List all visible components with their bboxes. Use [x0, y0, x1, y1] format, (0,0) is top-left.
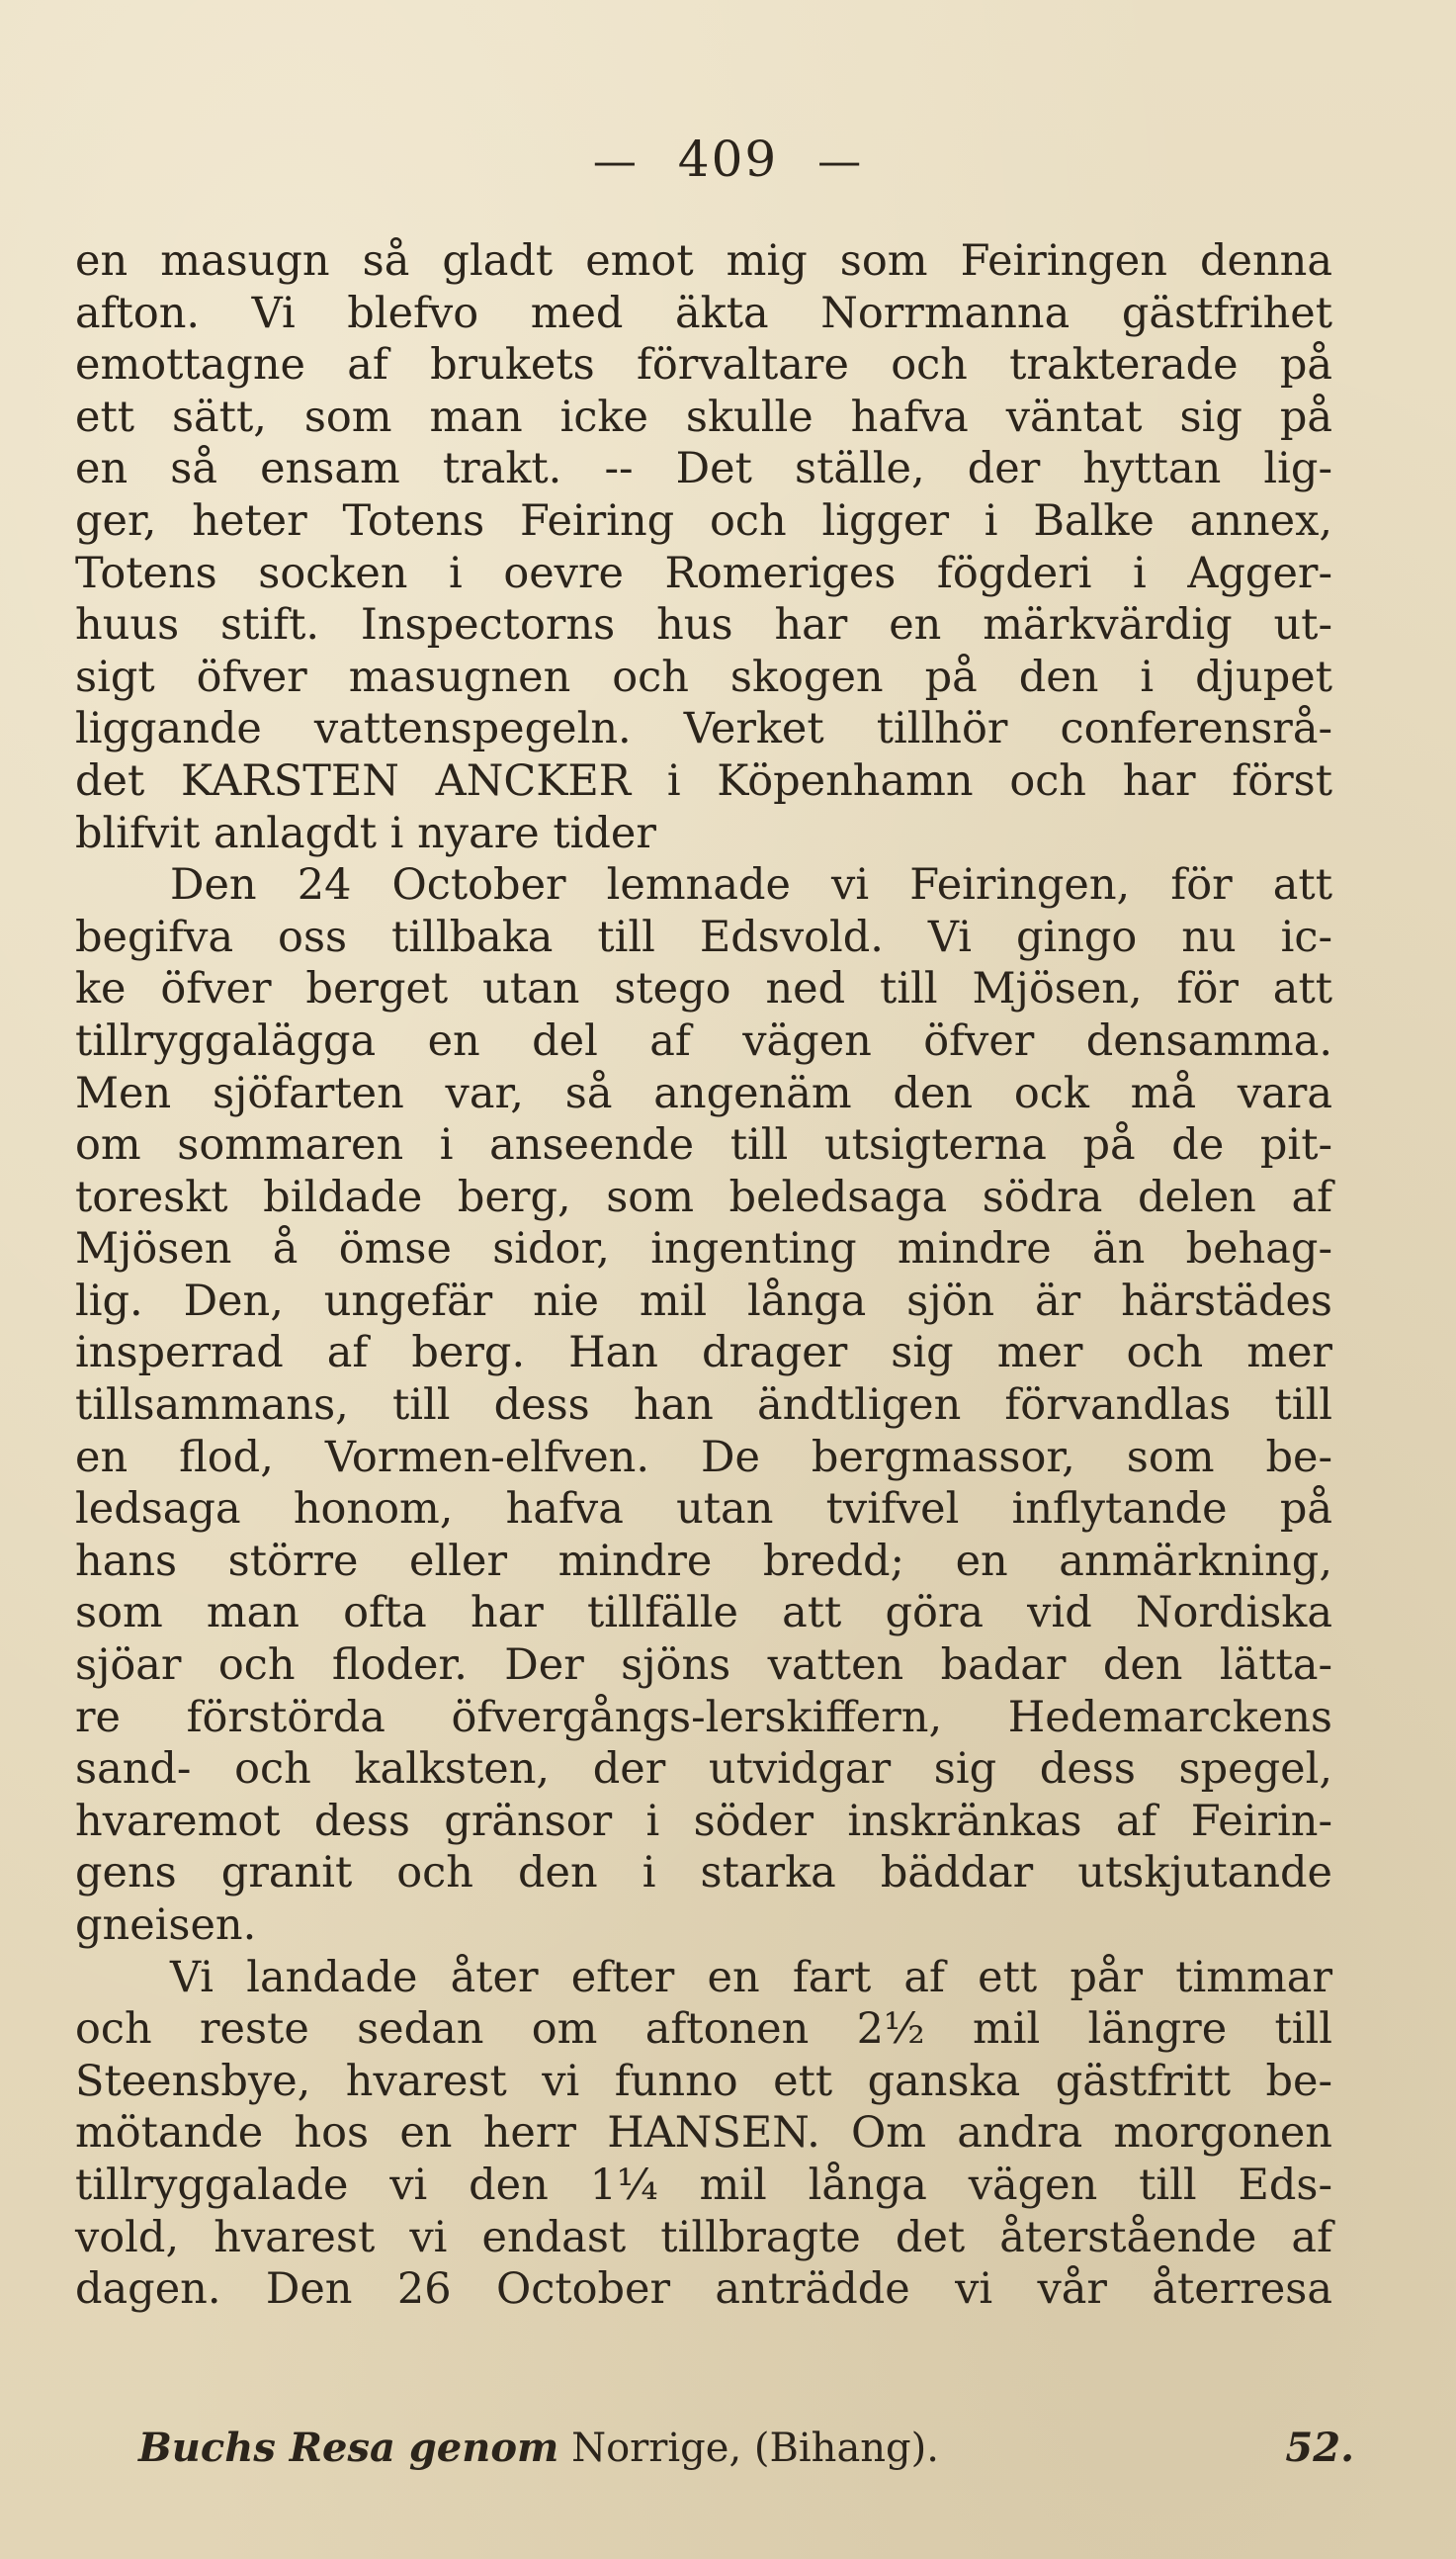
text-line: vold, hvarest vi endast tillbragte det återstående af — [75, 2212, 1332, 2262]
header-dash-left: — — [592, 136, 639, 187]
text-line: ke öfver berget utan stego ned till Mjösen, för att — [75, 964, 1332, 1015]
text-line: emottagne af brukets förvaltare och trakterade på — [75, 340, 1332, 391]
text-line: Den 24 October lemnade vi Feiringen, för att — [170, 860, 1332, 911]
text-line: gens granit och den i starka bäddar utskjutande — [75, 1848, 1332, 1898]
text-line: sand- och kalksten, der utvidgar sig dess spegel, — [75, 1744, 1332, 1795]
text-line: hvaremot dess gränsor i söder inskränkas af Feirin- — [75, 1796, 1332, 1846]
footer-title-end: Norrige, (Bihang). — [571, 2426, 939, 2471]
text-line: Vi landade åter efter en fart af ett pår timmar — [170, 1952, 1332, 2002]
text-line: begifva oss tillbaka till Edsvold. Vi gingo nu ic- — [75, 912, 1332, 962]
text-line: tillryggalägga en del af vägen öfver densamma. — [75, 1015, 1332, 1066]
footer-title: Buchs Resa genom — [138, 2425, 559, 2471]
text-line: Men sjöfarten var, så angenäm den ock må vara — [75, 1068, 1332, 1118]
text-line: en så ensam trakt. -- Det ställe, der hyttan lig- — [75, 444, 1332, 494]
text-line: dagen. Den 26 October anträdde vi vår återresa — [75, 2264, 1332, 2315]
text-line: ledsaga honom, hafva utan tvifvel inflytande på — [75, 1484, 1332, 1535]
text-line: huus stift. Inspectorns hus har en märkvärdig ut- — [75, 600, 1332, 651]
page-header — [0, 131, 1456, 188]
text-line: sigt öfver masugnen och skogen på den i djupet — [75, 652, 1332, 702]
body-text — [75, 235, 1332, 2316]
text-line: Totens socken i oevre Romeriges fögderi i Agger- — [75, 548, 1332, 598]
text-line: om sommaren i anseende till utsigterna på de pit- — [75, 1120, 1332, 1171]
text-line: det KARSTEN ANCKER i Köpenhamn och har först — [75, 755, 1332, 806]
text-line: Steensbye, hvarest vi funno ett ganska gästfritt be- — [75, 2056, 1332, 2106]
text-line: ger, heter Totens Feiring och ligger i Balke annex, — [75, 495, 1332, 546]
header-dash-right: — — [817, 136, 864, 187]
page-footer — [138, 2425, 1354, 2471]
signature-mark: 52. — [1285, 2425, 1354, 2471]
text-line: mötande hos en herr HANSEN. Om andra morgonen — [75, 2108, 1332, 2159]
text-line: re förstörda öfvergångs-lerskiffern, Hedemarckens — [75, 1692, 1332, 1742]
text-line: insperrad af berg. Han drager sig mer och mer — [75, 1328, 1332, 1378]
text-line: en masugn så gladt emot mig som Feiringen denna — [75, 236, 1332, 286]
text-line: hans större eller mindre bredd; en anmärkning, — [75, 1536, 1332, 1586]
text-line: lig. Den, ungefär nie mil långa sjön är härstädes — [75, 1276, 1332, 1326]
text-line: tillsammans, till dess han ändtligen förvandlas till — [75, 1380, 1332, 1431]
text-line: toreskt bildade berg, som beledsaga södra delen af — [75, 1172, 1332, 1222]
text-line: Mjösen å ömse sidor, ingenting mindre än behag- — [75, 1224, 1332, 1275]
text-line: liggande vattenspegeln. Verket tillhör conferensrå- — [75, 704, 1332, 754]
text-line: sjöar och floder. Der sjöns vatten badar den lätta- — [75, 1640, 1332, 1691]
text-line: som man ofta har tillfälle att göra vid Nordiska — [75, 1588, 1332, 1638]
text-line: ett sätt, som man icke skulle hafva väntat sig på — [75, 392, 1332, 442]
text-line: och reste sedan om aftonen 2½ mil längre till — [75, 2004, 1332, 2055]
text-line: blifvit anlagdt i nyare tider — [75, 808, 656, 858]
text-line: afton. Vi blefvo med äkta Norrmanna gästfrihet — [75, 288, 1332, 338]
page-number: 409 — [677, 131, 779, 188]
text-line: gneisen. — [75, 1900, 257, 1950]
text-line: en flod, Vormen-elfven. De bergmassor, som be- — [75, 1432, 1332, 1482]
text-line: tillryggalade vi den 1¼ mil långa vägen till Eds- — [75, 2160, 1332, 2210]
